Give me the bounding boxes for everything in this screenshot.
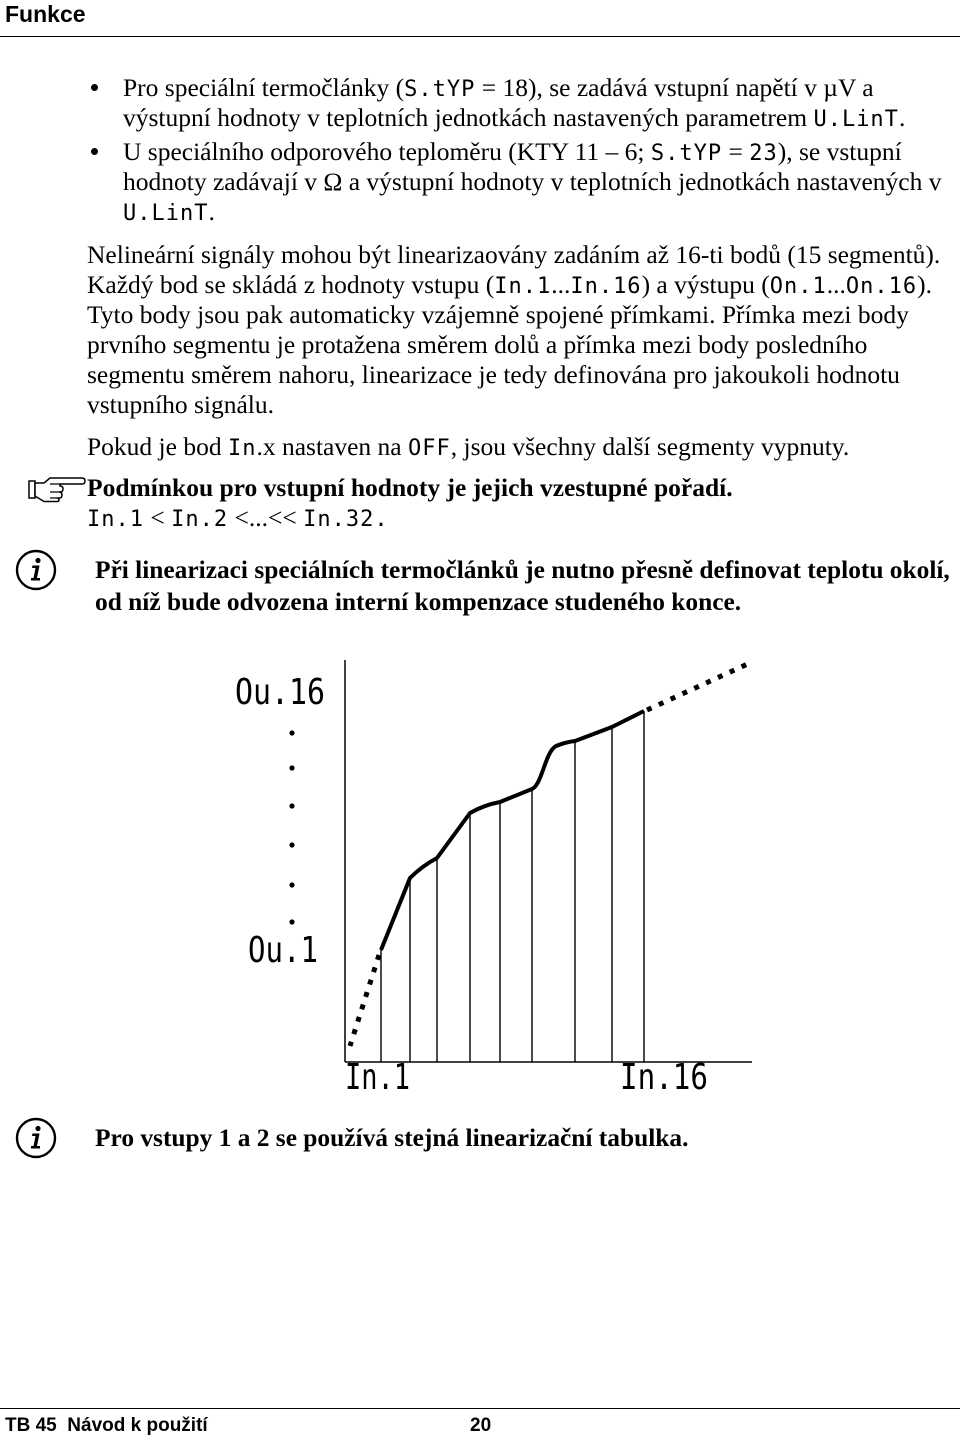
display-code: In.1 [87,507,144,532]
ellipsis-dot [289,803,294,808]
text-run: ), se vstupní [777,137,902,166]
text-line: od níž bude odvozena interní kompenzace studeného konce. [95,588,742,616]
info-icon [14,548,58,597]
info-note-cold-junction [95,554,950,618]
text-run: vstupního signálu. [87,390,275,419]
text-run: = 18), se zadává vstupní napětí v µV a [475,73,874,102]
text-run: segmentu směrem nahoru, linearizace je tedy definována pro jakoukoli hodnotu [87,360,900,389]
hint-text [87,473,733,503]
header-divider [0,36,960,37]
text-run: Tyto body jsou pak automaticky vzájemně spojené přímkami. Přímka mezi body [87,300,909,329]
upper-extension-dotted-line [647,662,752,710]
text-line [87,360,940,390]
display-code: In.32. [303,507,389,532]
display-code: OFF [408,436,451,461]
y-label-top: Ou.16 [235,672,325,713]
info-note-shared-table [95,1122,688,1154]
text-run: < [143,503,172,532]
ellipsis-dot [289,765,294,770]
linearization-diagram [200,640,780,1100]
text-run: ... [551,270,571,299]
text-run: Nelineární signály mohou být linearizaovány zadáním až 16-ti bodů (15 segmentů). [87,240,941,269]
linearization-curve [381,711,644,950]
text-run: , jsou všechny další segmenty vypnuty. [450,432,850,461]
text-run: Každý bod se skládá z hodnoty vstupu ( [87,270,495,299]
footer-divider [0,1408,960,1409]
info-icon [14,1116,58,1165]
text-run: = [722,137,750,166]
display-code: In.1 [494,274,552,299]
footer-document-name: TB 45 Návod k použití [5,1415,208,1436]
text-run: <...<< [228,503,304,532]
display-code: 23 [749,141,778,166]
page-number: 20 [470,1415,492,1436]
y-label-bottom: Ou.1 [248,930,318,971]
text-line: Pro vstupy 1 a 2 se používá stejná linearizační tabulka. [95,1124,689,1152]
pointing-hand-icon [28,474,86,508]
display-code: S.tYP [404,77,476,102]
text-line [123,197,941,227]
bullet-icon [91,148,98,155]
text-line [123,137,941,167]
text-run: ) a výstupu ( [641,270,770,299]
text-run: výstupní hodnoty v teplotních jednotkách nastavených parametrem [123,103,814,132]
text-run: Pokud je bod [87,432,228,461]
section-title: Funkce [5,1,86,27]
text-line [87,300,940,330]
off-paragraph [87,432,849,462]
text-line [87,240,940,270]
lower-extension-dotted-line [350,955,379,1046]
bullet-item-special-thermocouple [123,73,905,133]
text-run: . [898,103,906,132]
text-run: .x nastaven na [256,432,408,461]
display-code: U.LinT [123,201,209,226]
text-line [87,503,389,533]
x-label-right: In.16 [620,1057,708,1098]
display-code: On.1 [769,274,827,299]
text-line [123,103,905,133]
text-run: Pro speciální termočlánky ( [123,73,405,102]
ellipsis-dot [289,882,294,887]
text-line: Podmínkou pro vstupní hodnoty je jejich vzestupné pořadí. [87,473,733,502]
display-code: In.16 [570,274,642,299]
text-run: hodnoty zadávají v Ω a výstupní hodnoty v teplotních jednotkách nastavených v [123,167,942,196]
display-code: In.2 [171,507,229,532]
display-code: S.tYP [650,141,723,166]
bullet-icon [91,84,98,91]
ellipsis-dot [289,730,294,735]
text-line [87,330,940,360]
text-line [87,390,940,420]
bullet-item-special-resistance-thermometer [123,137,941,227]
display-code: On.16 [845,274,918,299]
input-order-rule [87,503,389,533]
text-run: . [208,197,215,226]
text-line [123,167,941,197]
display-code: U.LinT [813,107,899,132]
text-line: Při linearizaci speciálních termočlánků je nutno přesně definovat teplotu okolí, [95,556,950,584]
text-run: prvního segmentu je protažena směrem dolů a přímka mezi body posledního [87,330,868,359]
text-run: ). [917,270,932,299]
ellipsis-dot [289,842,294,847]
linearization-paragraph [87,240,940,420]
text-line [123,73,905,103]
text-line [87,432,849,462]
ellipsis-dot [289,919,294,924]
x-label-left: In.1 [345,1057,410,1098]
text-run: U speciálního odporového teploměru (KTY 11 – 6; [123,137,651,166]
text-run: ... [826,270,846,299]
display-code: In [227,436,257,461]
text-line [87,270,940,300]
